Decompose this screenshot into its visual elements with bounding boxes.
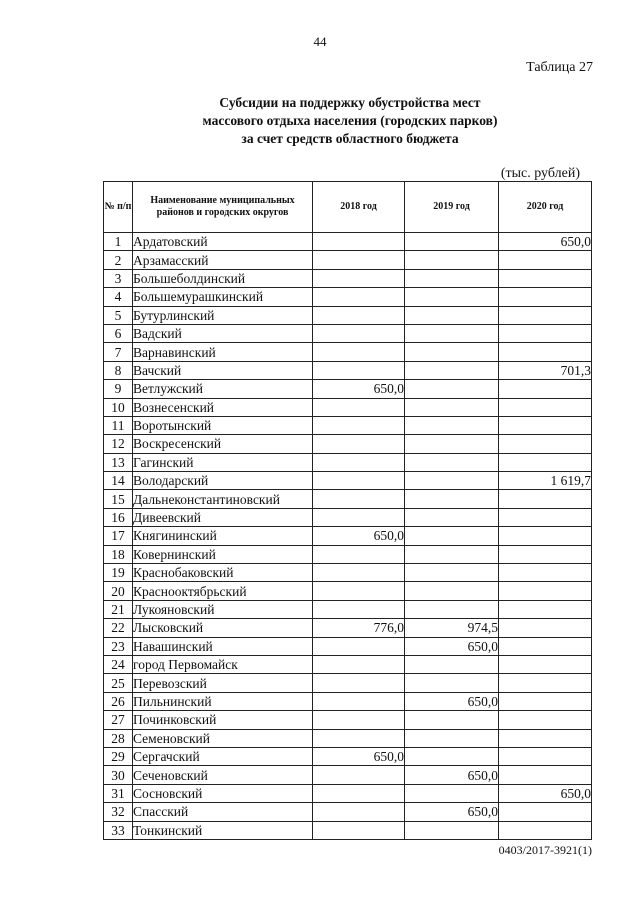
row-number: 19 bbox=[104, 564, 133, 582]
value-2019 bbox=[405, 527, 499, 545]
value-2019 bbox=[405, 324, 499, 342]
title-line: массового отдыха населения (городских парков) bbox=[202, 113, 498, 128]
value-2018 bbox=[313, 600, 405, 618]
table-body bbox=[104, 233, 592, 840]
value-2019 bbox=[405, 380, 499, 398]
title-line: Субсидии на поддержку обустройства мест bbox=[219, 95, 481, 110]
row-number: 25 bbox=[104, 674, 133, 692]
value-2018 bbox=[313, 729, 405, 747]
value-2019 bbox=[405, 251, 499, 269]
value-2018 bbox=[313, 803, 405, 821]
table-row bbox=[104, 251, 592, 269]
row-number: 29 bbox=[104, 747, 133, 765]
value-2019 bbox=[405, 508, 499, 526]
row-number: 28 bbox=[104, 729, 133, 747]
value-2018 bbox=[313, 692, 405, 710]
district-name: Краснобаковский bbox=[133, 564, 313, 582]
table-row bbox=[104, 619, 592, 637]
row-number: 15 bbox=[104, 490, 133, 508]
value-2018 bbox=[313, 655, 405, 673]
col-header-2020: 2020 год bbox=[499, 182, 592, 233]
table-label: Таблица 27 bbox=[526, 60, 593, 75]
row-number: 21 bbox=[104, 600, 133, 618]
value-2018 bbox=[313, 766, 405, 784]
value-2018 bbox=[313, 472, 405, 490]
value-2018 bbox=[313, 453, 405, 471]
value-2019 bbox=[405, 784, 499, 802]
value-2019 bbox=[405, 269, 499, 287]
row-number: 14 bbox=[104, 472, 133, 490]
value-2020 bbox=[499, 674, 592, 692]
district-name: Пильнинский bbox=[133, 692, 313, 710]
row-number: 23 bbox=[104, 637, 133, 655]
district-name: Ардатовский bbox=[133, 233, 313, 251]
row-number: 5 bbox=[104, 306, 133, 324]
row-number: 26 bbox=[104, 692, 133, 710]
value-2020 bbox=[499, 729, 592, 747]
value-2020 bbox=[499, 711, 592, 729]
district-name: Воротынский bbox=[133, 416, 313, 434]
row-number: 17 bbox=[104, 527, 133, 545]
value-2018 bbox=[313, 784, 405, 802]
value-2018 bbox=[313, 711, 405, 729]
row-number: 31 bbox=[104, 784, 133, 802]
value-2019 bbox=[405, 821, 499, 839]
table-row bbox=[104, 582, 592, 600]
value-2019 bbox=[405, 343, 499, 361]
district-name: Вачский bbox=[133, 361, 313, 379]
table-row bbox=[104, 637, 592, 655]
district-name: Спасский bbox=[133, 803, 313, 821]
value-2018 bbox=[313, 545, 405, 563]
table-row bbox=[104, 674, 592, 692]
value-2018 bbox=[313, 343, 405, 361]
value-2020: 650,0 bbox=[499, 784, 592, 802]
value-2019 bbox=[405, 453, 499, 471]
value-2018 bbox=[313, 582, 405, 600]
units-label: (тыс. рублей) bbox=[500, 166, 580, 181]
table-header-row bbox=[104, 182, 592, 233]
table-row bbox=[104, 692, 592, 710]
value-2020 bbox=[499, 343, 592, 361]
value-2020 bbox=[499, 324, 592, 342]
table-row bbox=[104, 508, 592, 526]
value-2018 bbox=[313, 361, 405, 379]
district-name: Ветлужский bbox=[133, 380, 313, 398]
value-2018 bbox=[313, 821, 405, 839]
row-number: 3 bbox=[104, 269, 133, 287]
value-2020 bbox=[499, 766, 592, 784]
table-row bbox=[104, 306, 592, 324]
value-2020 bbox=[499, 251, 592, 269]
value-2020: 701,3 bbox=[499, 361, 592, 379]
district-name: город Первомайск bbox=[133, 655, 313, 673]
row-number: 20 bbox=[104, 582, 133, 600]
table-row bbox=[104, 490, 592, 508]
value-2019 bbox=[405, 711, 499, 729]
value-2019 bbox=[405, 435, 499, 453]
row-number: 18 bbox=[104, 545, 133, 563]
table-row bbox=[104, 288, 592, 306]
table-row bbox=[104, 803, 592, 821]
district-name: Гагинский bbox=[133, 453, 313, 471]
district-name: Тонкинский bbox=[133, 821, 313, 839]
value-2020 bbox=[499, 490, 592, 508]
table-row bbox=[104, 361, 592, 379]
value-2019: 974,5 bbox=[405, 619, 499, 637]
value-2018: 650,0 bbox=[313, 380, 405, 398]
value-2019: 650,0 bbox=[405, 766, 499, 784]
value-2020 bbox=[499, 600, 592, 618]
value-2020: 1 619,7 bbox=[499, 472, 592, 490]
value-2019 bbox=[405, 600, 499, 618]
value-2018 bbox=[313, 269, 405, 287]
col-header-name: Наименование муниципальных районов и городских округов bbox=[133, 182, 313, 233]
district-name: Дальнеконстантиновский bbox=[133, 490, 313, 508]
row-number: 11 bbox=[104, 416, 133, 434]
table-row bbox=[104, 324, 592, 342]
row-number: 30 bbox=[104, 766, 133, 784]
district-name: Княгининский bbox=[133, 527, 313, 545]
col-header-num: № п/п bbox=[104, 182, 133, 233]
row-number: 33 bbox=[104, 821, 133, 839]
value-2019 bbox=[405, 288, 499, 306]
value-2019 bbox=[405, 361, 499, 379]
row-number: 1 bbox=[104, 233, 133, 251]
subsidy-table bbox=[103, 181, 592, 840]
value-2019: 650,0 bbox=[405, 637, 499, 655]
value-2019 bbox=[405, 472, 499, 490]
table-row bbox=[104, 545, 592, 563]
district-name: Сосновский bbox=[133, 784, 313, 802]
district-name: Арзамасский bbox=[133, 251, 313, 269]
value-2019 bbox=[405, 747, 499, 765]
value-2018 bbox=[313, 435, 405, 453]
row-number: 32 bbox=[104, 803, 133, 821]
table-row bbox=[104, 269, 592, 287]
row-number: 6 bbox=[104, 324, 133, 342]
value-2018 bbox=[313, 324, 405, 342]
row-number: 22 bbox=[104, 619, 133, 637]
district-name: Большемурашкинский bbox=[133, 288, 313, 306]
table-row bbox=[104, 747, 592, 765]
row-number: 16 bbox=[104, 508, 133, 526]
value-2020 bbox=[499, 803, 592, 821]
table-row bbox=[104, 655, 592, 673]
district-name: Варнавинский bbox=[133, 343, 313, 361]
value-2020 bbox=[499, 582, 592, 600]
value-2020 bbox=[499, 508, 592, 526]
value-2018: 650,0 bbox=[313, 527, 405, 545]
district-name: Навашинский bbox=[133, 637, 313, 655]
page-number: 44 bbox=[313, 34, 327, 49]
table-row bbox=[104, 380, 592, 398]
value-2020 bbox=[499, 398, 592, 416]
value-2020 bbox=[499, 692, 592, 710]
row-number: 2 bbox=[104, 251, 133, 269]
value-2019 bbox=[405, 564, 499, 582]
value-2018 bbox=[313, 233, 405, 251]
table-row bbox=[104, 435, 592, 453]
district-name: Володарский bbox=[133, 472, 313, 490]
district-name: Ковернинский bbox=[133, 545, 313, 563]
value-2020 bbox=[499, 453, 592, 471]
value-2019 bbox=[405, 545, 499, 563]
row-number: 10 bbox=[104, 398, 133, 416]
value-2018 bbox=[313, 637, 405, 655]
row-number: 8 bbox=[104, 361, 133, 379]
col-header-2018: 2018 год bbox=[313, 182, 405, 233]
row-number: 7 bbox=[104, 343, 133, 361]
district-name: Сеченовский bbox=[133, 766, 313, 784]
value-2020 bbox=[499, 545, 592, 563]
value-2019 bbox=[405, 306, 499, 324]
table-row bbox=[104, 233, 592, 251]
row-number: 27 bbox=[104, 711, 133, 729]
table-row bbox=[104, 416, 592, 434]
table-row bbox=[104, 766, 592, 784]
table-row bbox=[104, 527, 592, 545]
value-2019: 650,0 bbox=[405, 692, 499, 710]
col-header-2019: 2019 год bbox=[405, 182, 499, 233]
value-2019 bbox=[405, 398, 499, 416]
table-row bbox=[104, 711, 592, 729]
value-2020: 650,0 bbox=[499, 233, 592, 251]
value-2020 bbox=[499, 269, 592, 287]
value-2020 bbox=[499, 527, 592, 545]
row-number: 13 bbox=[104, 453, 133, 471]
value-2020 bbox=[499, 435, 592, 453]
value-2019 bbox=[405, 729, 499, 747]
title-line: за счет средств областного бюджета bbox=[241, 131, 459, 146]
value-2018 bbox=[313, 288, 405, 306]
value-2019: 650,0 bbox=[405, 803, 499, 821]
registration-number: 0403/2017-3921(1) bbox=[498, 843, 592, 857]
district-name: Лукояновский bbox=[133, 600, 313, 618]
value-2019 bbox=[405, 490, 499, 508]
value-2018: 650,0 bbox=[313, 747, 405, 765]
value-2020 bbox=[499, 619, 592, 637]
value-2020 bbox=[499, 416, 592, 434]
value-2019 bbox=[405, 233, 499, 251]
value-2019 bbox=[405, 674, 499, 692]
table-row bbox=[104, 821, 592, 839]
table-row bbox=[104, 472, 592, 490]
row-number: 4 bbox=[104, 288, 133, 306]
district-name: Вознесенский bbox=[133, 398, 313, 416]
value-2018 bbox=[313, 490, 405, 508]
value-2020 bbox=[499, 306, 592, 324]
district-name: Воскресенский bbox=[133, 435, 313, 453]
district-name: Большеболдинский bbox=[133, 269, 313, 287]
district-name: Вадский bbox=[133, 324, 313, 342]
district-name: Лысковский bbox=[133, 619, 313, 637]
value-2018: 776,0 bbox=[313, 619, 405, 637]
value-2018 bbox=[313, 416, 405, 434]
document-title bbox=[0, 94, 640, 148]
value-2018 bbox=[313, 564, 405, 582]
table-row bbox=[104, 784, 592, 802]
table-row bbox=[104, 564, 592, 582]
district-name: Краснооктябрьский bbox=[133, 582, 313, 600]
district-name: Дивеевский bbox=[133, 508, 313, 526]
value-2018 bbox=[313, 674, 405, 692]
district-name: Починковский bbox=[133, 711, 313, 729]
district-name: Перевозский bbox=[133, 674, 313, 692]
row-number: 9 bbox=[104, 380, 133, 398]
value-2019 bbox=[405, 582, 499, 600]
district-name: Сергачский bbox=[133, 747, 313, 765]
value-2020 bbox=[499, 821, 592, 839]
value-2020 bbox=[499, 637, 592, 655]
value-2020 bbox=[499, 655, 592, 673]
value-2018 bbox=[313, 306, 405, 324]
district-name: Бутурлинский bbox=[133, 306, 313, 324]
table-row bbox=[104, 453, 592, 471]
table-row bbox=[104, 398, 592, 416]
table-row bbox=[104, 729, 592, 747]
value-2020 bbox=[499, 564, 592, 582]
value-2018 bbox=[313, 508, 405, 526]
value-2019 bbox=[405, 655, 499, 673]
table-row bbox=[104, 343, 592, 361]
value-2019 bbox=[405, 416, 499, 434]
value-2018 bbox=[313, 251, 405, 269]
value-2020 bbox=[499, 380, 592, 398]
value-2020 bbox=[499, 288, 592, 306]
row-number: 24 bbox=[104, 655, 133, 673]
row-number: 12 bbox=[104, 435, 133, 453]
district-name: Семеновский bbox=[133, 729, 313, 747]
table-row bbox=[104, 600, 592, 618]
value-2018 bbox=[313, 398, 405, 416]
value-2020 bbox=[499, 747, 592, 765]
